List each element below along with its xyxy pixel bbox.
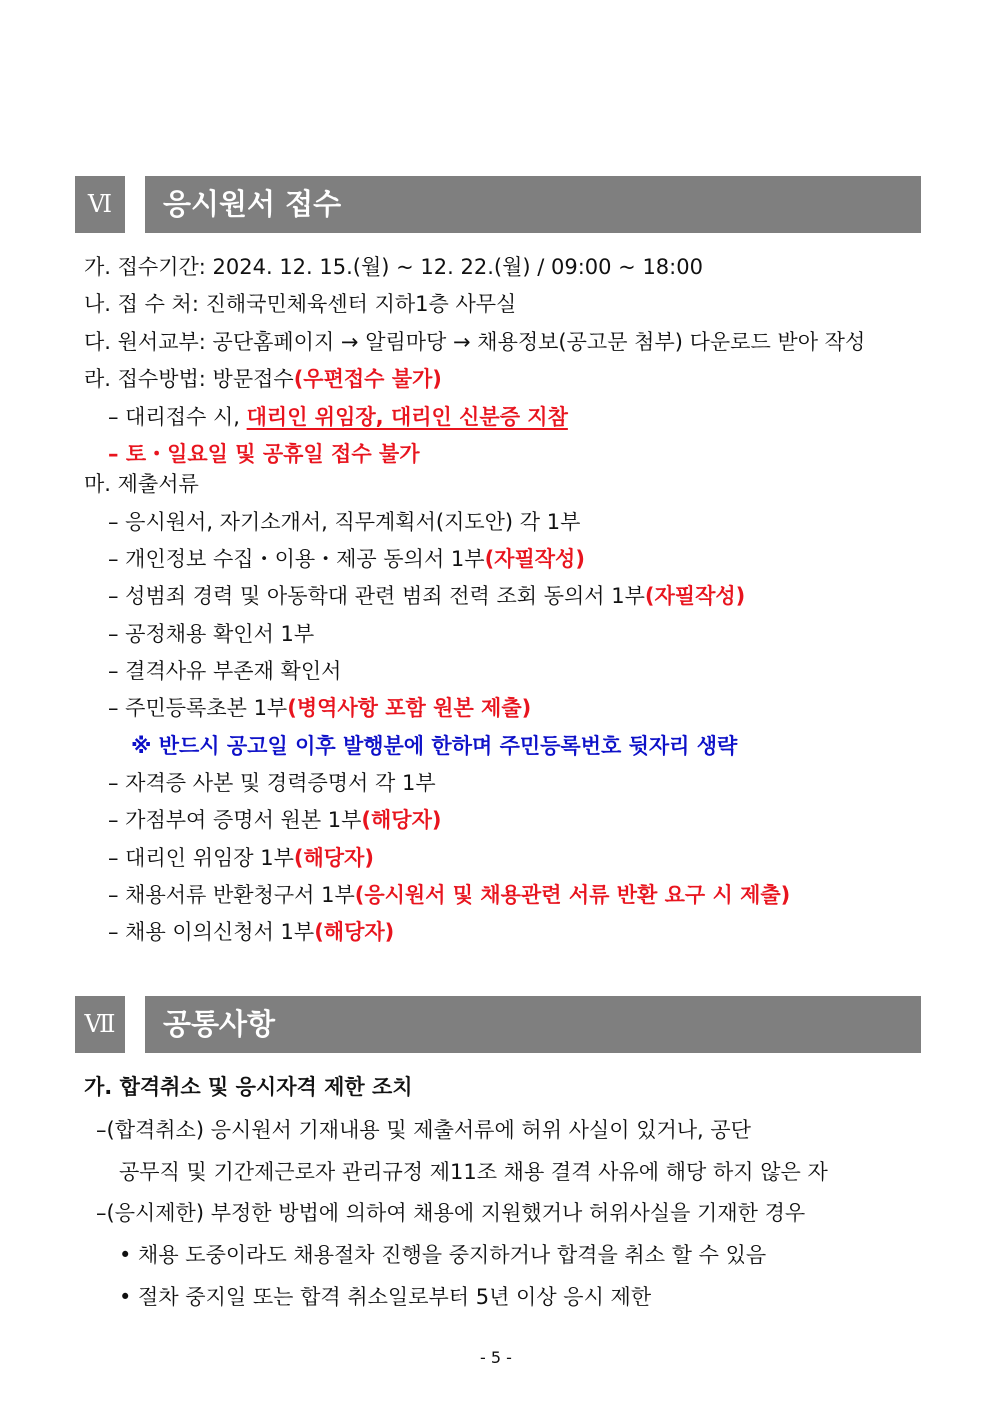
doc-item-11 <box>108 919 394 945</box>
doc-item-6-text: – 주민등록초본 1부 <box>108 696 288 720</box>
reception-place-value: 진해국민체육센터 지하1층 사무실 <box>205 292 517 316</box>
doc-item-11-note: (해당자) <box>314 920 395 944</box>
proxy-reception <box>108 404 568 430</box>
section-7-header <box>75 996 921 1053</box>
restriction-bullet-2: • 절차 중지일 또는 합격 취소일로부터 5년 이상 응시 제한 <box>119 1285 652 1309</box>
cancellation-heading: 가. 합격취소 및 응시자격 제한 조치 <box>84 1075 413 1099</box>
doc-item-6-note: (병역사항 포함 원본 제출) <box>287 696 532 720</box>
doc-item-1: – 응시원서, 자기소개서, 직무계획서(지도안) 각 1부 <box>108 510 581 534</box>
doc-item-9-text: – 대리인 위임장 1부 <box>108 846 294 870</box>
doc-item-9 <box>108 845 374 871</box>
doc-item-10-text: – 채용서류 반환청구서 1부 <box>108 883 355 907</box>
cancellation-line-1: –(합격취소) 응시원서 기재내용 및 제출서류에 허위 사실이 있거나, 공단 <box>96 1118 751 1142</box>
proxy-reception-text: – 대리접수 시, <box>108 405 247 429</box>
reception-period <box>84 254 703 280</box>
section-7-title: 공통사항 <box>145 996 921 1053</box>
doc-item-3 <box>108 583 745 609</box>
holiday-notice-dash: – <box>108 442 126 466</box>
doc-item-6 <box>108 695 531 721</box>
resident-register-note: ※ 반드시 공고일 이후 발행분에 한하며 주민등록번호 뒷자리 생략 <box>131 734 738 758</box>
doc-item-10 <box>108 882 790 908</box>
section-7-number: Ⅶ <box>75 996 125 1053</box>
section-6-header <box>75 176 921 233</box>
doc-item-3-text: – 성범죄 경력 및 아동학대 관련 범죄 전력 조회 동의서 1부 <box>108 584 645 608</box>
reception-period-label: 가. 접수기간: <box>84 255 213 279</box>
doc-item-5: – 결격사유 부존재 확인서 <box>108 659 342 683</box>
doc-item-2 <box>108 546 585 572</box>
doc-item-8-note: (해당자) <box>361 808 442 832</box>
form-distribution-value: 공단홈페이지 → 알림마당 → 채용정보(공고문 첨부) 다운로드 받아 작성 <box>212 330 866 354</box>
doc-item-11-text: – 채용 이의신청서 1부 <box>108 920 315 944</box>
doc-item-8-text: – 가점부여 증명서 원본 1부 <box>108 808 362 832</box>
restriction-line: –(응시제한) 부정한 방법에 의하여 채용에 지원했거나 허위사실을 기재한 경우 <box>96 1201 806 1225</box>
doc-item-10-note: (응시원서 및 채용관련 서류 반환 요구 시 제출) <box>354 883 791 907</box>
page-number: - 5 - <box>480 1348 512 1367</box>
reception-method-note: (우편접수 불가) <box>293 367 442 391</box>
holiday-notice <box>108 441 420 467</box>
reception-method <box>84 366 442 392</box>
reception-period-value: 2024. 12. 15.(월) ~ 12. 22.(월) / 09:00 ~ 18:00 <box>212 255 703 279</box>
reception-method-label: 라. 접수방법: <box>84 367 213 391</box>
form-distribution-label: 다. 원서교부: <box>84 330 213 354</box>
doc-item-3-note: (자필작성) <box>644 584 746 608</box>
reception-place <box>84 291 516 317</box>
documents-heading: 마. 제출서류 <box>84 472 199 496</box>
doc-item-8 <box>108 807 441 833</box>
doc-item-4: – 공정채용 확인서 1부 <box>108 622 315 646</box>
proxy-reception-requirement: 대리인 위임장, 대리인 신분증 지참 <box>246 405 568 429</box>
section-6-number: Ⅵ <box>75 176 125 233</box>
cancellation-line-2: 공무직 및 기간제근로자 관리규정 제11조 채용 결격 사유에 해당 하지 않은 자 <box>119 1160 828 1184</box>
restriction-bullet-1: • 채용 도중이라도 채용절차 진행을 중지하거나 합격을 취소 할 수 있음 <box>119 1243 767 1267</box>
doc-item-7: – 자격증 사본 및 경력증명서 각 1부 <box>108 771 436 795</box>
holiday-notice-text: 토・일요일 및 공휴일 접수 불가 <box>125 442 420 466</box>
doc-item-2-note: (자필작성) <box>484 547 585 571</box>
section-6-title: 응시원서 접수 <box>145 176 921 233</box>
form-distribution <box>84 329 865 355</box>
reception-place-label: 나. 접 수 처: <box>84 292 206 316</box>
doc-item-2-text: – 개인정보 수집・이용・제공 동의서 1부 <box>108 547 485 571</box>
reception-method-value: 방문접수 <box>212 367 294 391</box>
doc-item-9-note: (해당자) <box>293 846 374 870</box>
